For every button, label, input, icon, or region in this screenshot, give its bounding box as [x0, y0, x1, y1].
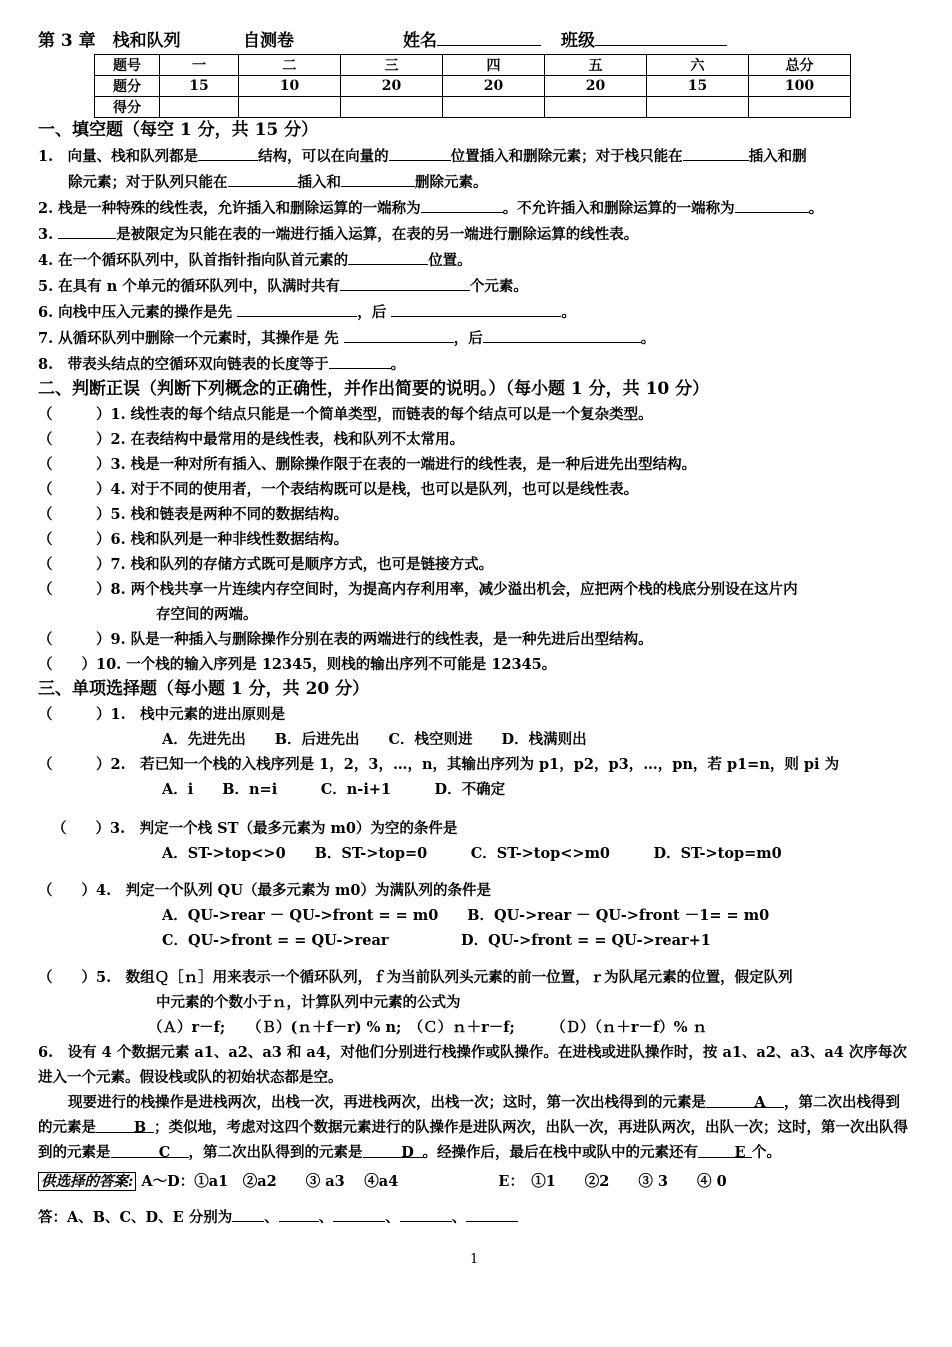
cell: 10: [239, 76, 341, 97]
answer-blank[interactable]: [389, 143, 451, 161]
cell: 总分: [749, 55, 851, 76]
cell: 六: [647, 55, 749, 76]
answer-blank[interactable]: [483, 325, 641, 343]
text: 。不允许插入和删除运算的一端称为: [502, 200, 735, 217]
cell: 20: [341, 76, 443, 97]
s3-q4-options-cd: C．QU->front = = QU->rear D．QU->front = = QU->rear+1: [162, 932, 711, 949]
text: 。: [561, 304, 576, 321]
score-input[interactable]: [160, 97, 239, 118]
score-input[interactable]: [341, 97, 443, 118]
text: 5. 在具有 n 个单元的循环队列中，队满时共有: [38, 278, 340, 295]
text: ，后: [357, 304, 387, 321]
separator: 、: [264, 1209, 279, 1226]
section1-title: 一、填空题（每空 1 分，共 15 分）: [38, 120, 319, 140]
s3-q5-cont: 中元素的个数小于ｎ，计算队列中元素的公式为: [156, 994, 461, 1011]
text: 插入和删: [748, 148, 807, 165]
answer-blank[interactable]: [683, 143, 749, 161]
s3-q6-choices: [38, 1169, 910, 1194]
score-input[interactable]: [545, 97, 647, 118]
text: 除元素；对于队列只能在: [68, 174, 228, 191]
score-input[interactable]: [647, 97, 749, 118]
separator: 、: [318, 1209, 334, 1226]
class-blank[interactable]: [595, 29, 727, 46]
text: 。: [640, 330, 656, 347]
s2-item: （ ）3. 栈是一种对所有插入、删除操作限于在表的一端进行的线性表，是一种后进先出型结构。: [38, 456, 697, 473]
s2-item: （ ）4. 对于不同的使用者，一个表结构既可以是栈，也可以是队列，也可以是线性表。: [38, 481, 639, 498]
s3-q1-options: A．先进先出 B．后进先出 C．栈空则进 D．栈满则出: [162, 731, 587, 748]
cell: 100: [749, 76, 851, 97]
score-input[interactable]: [239, 97, 341, 118]
name-blank[interactable]: [437, 29, 541, 46]
text: ，第二次出队得到的元素是: [188, 1144, 363, 1161]
header: [38, 28, 910, 54]
s3-q6-intro: 6. 设有 4 个数据元素 a1、a2、a3 和 a4，对他们分别进行栈操作或队操作。在进栈或进队操作时，按 a1、a2、a3、a4 次序每次进入一个元素。假设栈或队的初始状态都是空。: [38, 1044, 907, 1086]
cell: 题分: [95, 76, 160, 97]
answer-blank-c[interactable]: C: [111, 1140, 189, 1158]
text: 位置。: [428, 252, 472, 269]
answer-blank[interactable]: [333, 1204, 385, 1222]
s2-item: （ ）5. 栈和链表是两种不同的数据结构。: [38, 506, 349, 523]
cell: 一: [160, 55, 239, 76]
text: 。: [808, 200, 824, 217]
answer-blank[interactable]: [348, 247, 428, 265]
answer-blank[interactable]: [279, 1204, 319, 1222]
s3-q5-options: （Ａ）r－f; （Ｂ）(ｎ＋f－r) % n; （Ｃ）ｎ＋r－f; （Ｄ）（ｎ＋r－f）% ｎ: [148, 1019, 708, 1036]
cell: 二: [239, 55, 341, 76]
text: 个元素。: [469, 278, 528, 295]
class-label: 班级: [561, 31, 595, 51]
s1-q1: [38, 143, 910, 169]
text: 答：A、B、C、D、E 分别为: [38, 1209, 233, 1226]
s2-item8-cont: 存空间的两端。: [156, 606, 258, 623]
text: 7. 从循环队列中删除一个元素时，其操作是 先: [38, 330, 339, 347]
score-input[interactable]: [749, 97, 851, 118]
section3-title: 三、单项选择题（每小题 1 分，共 20 分）: [38, 679, 370, 699]
text: 4. 在一个循环队列中，队首指针指向队首元素的: [38, 252, 349, 269]
text: 位置插入和删除元素；对于栈只能在: [450, 148, 683, 165]
text: 。经操作后，最后在栈中或队中的元素还有: [422, 1144, 698, 1161]
answer-blank[interactable]: [341, 169, 415, 187]
answer-blank[interactable]: [421, 195, 503, 213]
score-row-earned: [95, 97, 851, 118]
text: 个。: [752, 1144, 781, 1161]
text: 1. 向量、栈和队列都是: [38, 148, 199, 165]
text: 删除元素。: [415, 174, 488, 191]
separator: 、: [385, 1209, 400, 1226]
s3-q1: （ ）1. 栈中元素的进出原则是: [38, 706, 286, 723]
choices-e: E： ①1 ②2 ③ 3 ④ 0: [498, 1173, 727, 1190]
answer-blank[interactable]: [58, 221, 116, 239]
s3-q2-options: A．i B．n=i C．n-i+1 D．不确定: [162, 781, 506, 798]
test-title: 自测卷: [243, 31, 294, 51]
score-row-header: [95, 55, 851, 76]
cell: 四: [443, 55, 545, 76]
s3-q3-options: A．ST->top<>0 B．ST->top=0 C．ST->top<>m0 D．ST->top=m0: [162, 845, 782, 862]
s1-q7: [38, 325, 910, 351]
answer-blank[interactable]: [340, 273, 470, 291]
s3-q4-options-ab: A．QU->rear － QU->front = = m0 B．QU->rear － QU->front －1= = m0: [162, 907, 770, 924]
section2-title: 二、判断正误（判断下列概念的正确性，并作出简要的说明。）（每小题 1 分，共 10 分）: [38, 379, 710, 399]
cell: 题号: [95, 55, 160, 76]
separator: 、: [451, 1209, 467, 1226]
text: 插入和: [297, 174, 341, 191]
s2-item: （ ）2. 在表结构中最常用的是线性表，栈和队列不太常用。: [38, 431, 465, 448]
answer-blank-b[interactable]: B: [96, 1115, 154, 1133]
s1-q4: [38, 247, 910, 273]
s1-q1-cont: [38, 169, 910, 195]
s1-q2: [38, 195, 910, 221]
cell: 20: [443, 76, 545, 97]
text: 2. 栈是一种特殊的线性表，允许插入和删除运算的一端称为: [38, 200, 421, 217]
s3-q6-body: [38, 1090, 910, 1165]
text: 现要进行的栈操作是进栈两次，出栈一次，再进栈两次，出栈一次；这时，第一次出栈得到的元素是: [68, 1094, 706, 1111]
exam-page: [38, 28, 910, 1230]
s2-item: （ ）9. 队是一种插入与删除操作分别在表的两端进行的线性表，是一种先进后出型结构。: [38, 631, 653, 648]
s3-q4: （ ）4. 判定一个队列 QU（最多元素为 m0）为满队列的条件是: [38, 882, 491, 899]
cell: 得分: [95, 97, 160, 118]
cell: 15: [160, 76, 239, 97]
text: 是被限定为只能在表的一端进行插入运算，在表的另一端进行删除运算的线性表。: [116, 226, 639, 243]
s1-q6: [38, 299, 910, 325]
cell: 五: [545, 55, 647, 76]
text: 8. 带表头结点的空循环双向链表的长度等于: [38, 356, 329, 373]
text: ，后: [453, 330, 483, 347]
score-table: [94, 54, 851, 118]
score-row-points: [95, 76, 851, 97]
s2-item: （ ）8. 两个栈共享一片连续内存空间时，为提高内存利用率，减少溢出机会，应把两个栈的栈底分别设在这片内: [38, 581, 798, 598]
answer-blank[interactable]: [400, 1204, 452, 1222]
s1-q5: [38, 273, 910, 299]
s1-q8: [38, 351, 910, 377]
s2-item: （ ）10. 一个栈的输入序列是 12345，则栈的输出序列不可能是 12345。: [38, 656, 557, 673]
text: 6. 向栈中压入元素的操作是先: [38, 304, 233, 321]
name-label: 姓名: [403, 31, 437, 51]
cell: 三: [341, 55, 443, 76]
choices-label: 供选择的答案:: [38, 1172, 136, 1191]
answer-blank[interactable]: [228, 169, 298, 187]
score-input[interactable]: [443, 97, 545, 118]
text: 结构，可以在向量的: [258, 148, 389, 165]
s2-item: （ ）6. 栈和队列是一种非线性数据结构。: [38, 531, 349, 548]
answer-blank[interactable]: [198, 143, 258, 161]
s3-q2: （ ）2. 若已知一个栈的入栈序列是 1，2，3，…，n，其输出序列为 p1，p2，p3，…，pn，若 p1=n，则 pi 为: [38, 756, 840, 773]
answer-blank-a[interactable]: A: [706, 1090, 784, 1108]
answer-line: [38, 1204, 910, 1230]
answer-blank[interactable]: [466, 1204, 518, 1222]
text: 3.: [38, 226, 54, 243]
s3-q3: （ ）3. 判定一个栈 ST（最多元素为 m0）为空的条件是: [52, 820, 458, 837]
answer-blank[interactable]: [344, 325, 454, 343]
s2-item: （ ）7. 栈和队列的存储方式既可是顺序方式，也可是链接方式。: [38, 556, 494, 573]
answer-blank[interactable]: [329, 351, 391, 369]
choices-ad: A～D：①a1 ②a2 ③ a3 ④a4: [141, 1173, 399, 1190]
text: ；类似地，考虑对这四个数据元素进行的队操作是进队两次，出队一次，再进队两次，出队一次；这时，第一次出队得到的元素是: [38, 1119, 908, 1161]
answer-blank[interactable]: [237, 299, 357, 317]
text: ，第二次出栈得到的元素是: [38, 1094, 900, 1136]
answer-blank[interactable]: [391, 299, 561, 317]
chapter-title: 第 3 章 栈和队列: [38, 31, 181, 51]
answer-blank-e[interactable]: E: [698, 1140, 752, 1158]
s3-q5: （ ）5. 数组Ｑ［ｎ］用来表示一个循环队列，ｆ为当前队列头元素的前一位置，ｒ为队尾元素的位置，假定队列: [38, 969, 793, 986]
answer-blank-d[interactable]: D: [363, 1140, 423, 1158]
cell: 20: [545, 76, 647, 97]
s2-item: （ ）1. 线性表的每个结点只能是一个简单类型，而链表的每个结点可以是一个复杂类型。: [38, 406, 653, 423]
page-number: 1: [470, 1252, 479, 1267]
cell: 15: [647, 76, 749, 97]
answer-blank[interactable]: [232, 1204, 264, 1222]
answer-blank[interactable]: [735, 195, 809, 213]
text: 。: [390, 356, 406, 373]
s1-q3: [38, 221, 910, 247]
